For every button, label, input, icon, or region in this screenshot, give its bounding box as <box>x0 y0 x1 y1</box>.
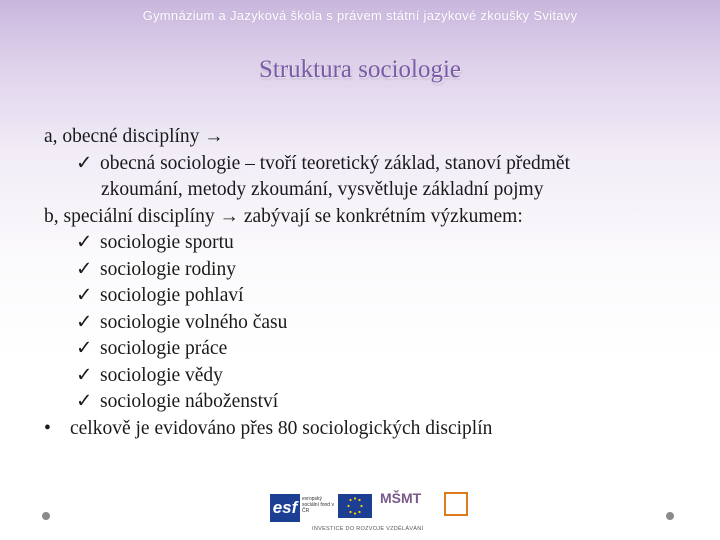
section-a-item <box>44 151 704 178</box>
school-header: Gymnázium a Jazyková škola s právem státní jazykové zkoušky Svitavy <box>142 8 578 23</box>
summary-text: celkově je evidováno přes 80 sociologických disciplín <box>70 417 493 439</box>
section-a-item-line1: obecná sociologie – tvoří teoretický základ, stanoví předmět <box>100 152 571 174</box>
check-icon: ✓ <box>76 391 93 412</box>
check-icon: ✓ <box>76 338 93 359</box>
funding-caption: INVESTICE DO ROZVOJE VZDĚLÁVÁNÍ <box>312 526 424 532</box>
list-item-text: sociologie náboženství <box>100 391 279 412</box>
check-icon: ✓ <box>76 152 93 174</box>
funding-logos <box>268 490 478 538</box>
list-item <box>44 283 704 310</box>
list-item <box>44 363 704 390</box>
section-a-item-line2: zkoumání, metody zkoumání, vysvětluje základní pojmy <box>101 179 544 200</box>
check-icon: ✓ <box>76 258 93 280</box>
esf-logo: esf <box>270 494 300 522</box>
list-item-text: sociologie sportu <box>100 232 234 253</box>
corner-dot-right <box>666 512 674 520</box>
list-item <box>44 336 704 363</box>
msmt-logo: MŠMT <box>380 490 422 506</box>
op-logo-icon <box>444 492 468 516</box>
section-b-label: b, speciální disciplíny → zabývají se konkrétním výzkumem: <box>44 205 523 227</box>
check-icon: ✓ <box>76 285 93 306</box>
list-item <box>44 257 704 284</box>
list-item-text: sociologie rodiny <box>100 258 236 280</box>
list-item-text: sociologie pohlaví <box>100 285 244 306</box>
list-item-text: sociologie práce <box>100 338 228 359</box>
corner-dot-left <box>42 512 50 520</box>
list-item <box>44 310 704 337</box>
check-icon: ✓ <box>76 232 93 253</box>
section-a-label: a, obecné disciplíny → <box>44 126 224 147</box>
bullet-icon: • <box>44 417 51 439</box>
check-icon: ✓ <box>76 364 93 386</box>
list-item <box>44 230 704 257</box>
esf-caption: evropský sociální fond v ČR <box>302 496 334 514</box>
list-item-text: sociologie volného času <box>100 311 288 333</box>
list-item <box>44 389 704 416</box>
check-icon: ✓ <box>76 311 93 333</box>
list-item-text: sociologie vědy <box>100 364 223 386</box>
eu-flag-icon <box>338 494 372 518</box>
summary-bullet <box>44 416 704 443</box>
slide-body <box>44 124 704 442</box>
slide-title: Struktura sociologie <box>258 56 462 83</box>
